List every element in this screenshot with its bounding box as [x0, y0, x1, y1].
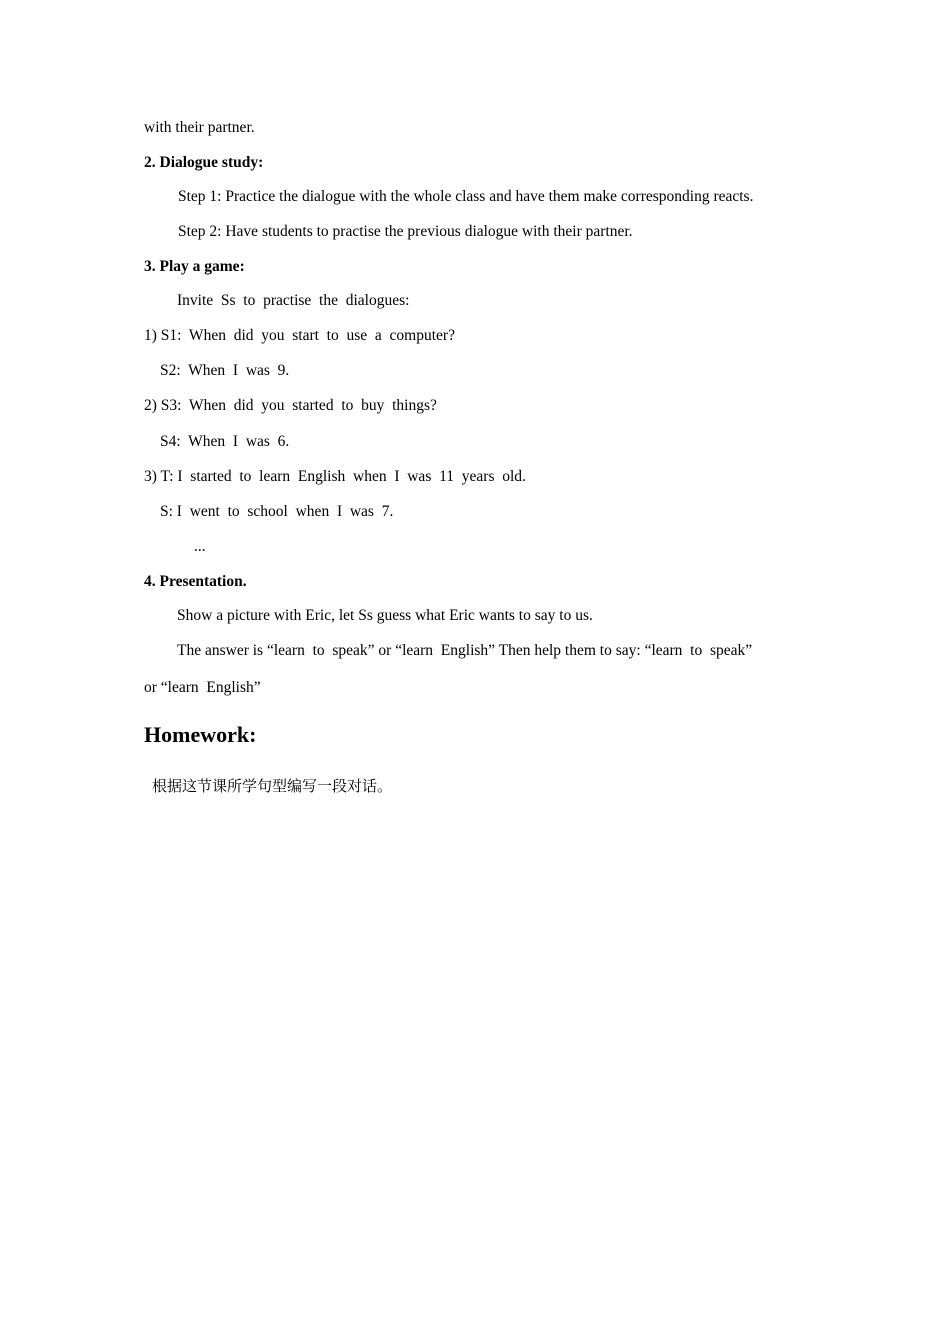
- text-line-step-1: Step 1: Practice the dialogue with the whole class and have them make corresponding reacts.: [178, 188, 754, 205]
- dialogue-line: 3) T: I started to learn English when I was 11 years old.: [144, 468, 526, 485]
- section-heading-play-a-game: 3. Play a game:: [144, 258, 245, 275]
- section-heading-presentation: 4. Presentation.: [144, 573, 247, 590]
- dialogue-line: 2) S3: When did you started to buy things?: [144, 397, 437, 414]
- text-line: or “learn English”: [144, 679, 261, 696]
- ellipsis: ...: [194, 538, 206, 555]
- homework-heading: Homework:: [144, 722, 257, 747]
- section-heading-dialogue-study: 2. Dialogue study:: [144, 154, 264, 171]
- text-line: with their partner.: [144, 119, 255, 136]
- dialogue-line: S2: When I was 9.: [160, 362, 290, 379]
- text-line: Show a picture with Eric, let Ss guess what Eric wants to say to us.: [177, 607, 593, 624]
- text-line: The answer is “learn to speak” or “learn English” Then help them to say: “learn to speak”: [177, 642, 753, 659]
- text-line-step-2: Step 2: Have students to practise the previous dialogue with their partner.: [178, 223, 633, 240]
- homework-text: 根据这节课所学句型编写一段对话。: [152, 777, 393, 795]
- text-line: Invite Ss to practise the dialogues:: [177, 292, 410, 309]
- dialogue-line: S: I went to school when I was 7.: [160, 503, 394, 520]
- dialogue-line: 1) S1: When did you start to use a computer?: [144, 327, 455, 344]
- dialogue-line: S4: When I was 6.: [160, 433, 290, 450]
